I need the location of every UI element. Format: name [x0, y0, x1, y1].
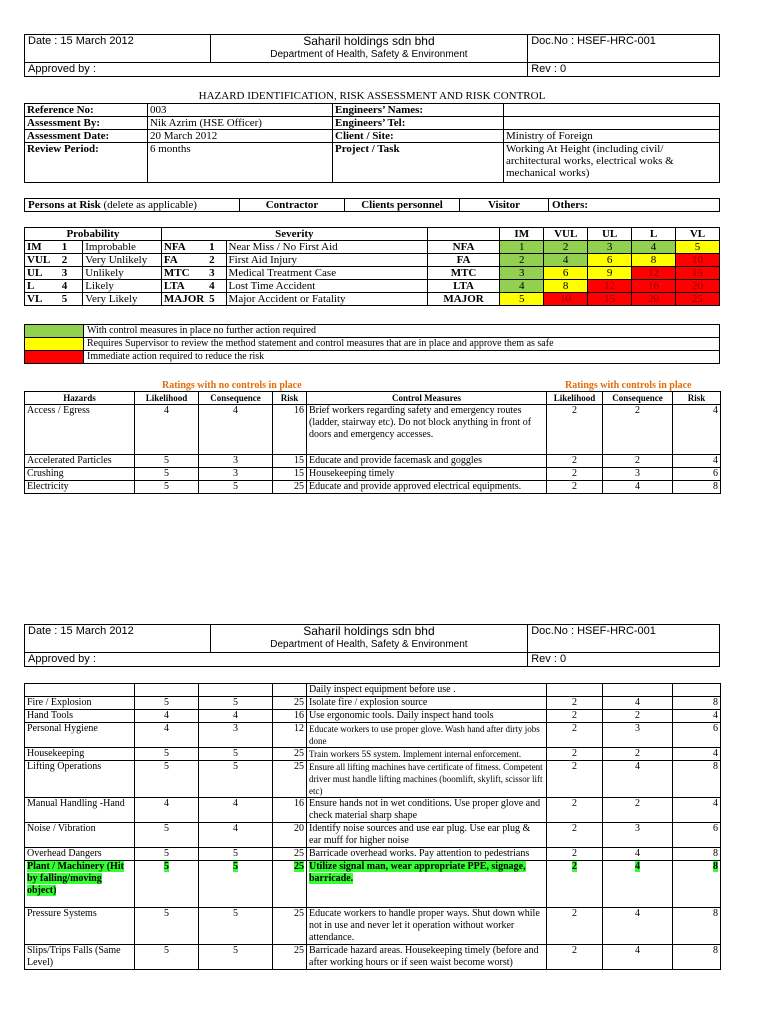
legend-text: Immediate action required to reduce the risk	[84, 351, 720, 364]
prob-label: Likely	[83, 280, 162, 293]
risk-legend-table	[24, 324, 720, 364]
hazard-name: Noise / Vibration	[25, 823, 135, 848]
header-date: Date : 15 March 2012	[25, 625, 211, 653]
header-rev: Rev : 0	[528, 63, 720, 77]
grid-cell: 3	[588, 241, 632, 254]
consequence-before: 5	[199, 748, 273, 761]
hdr-hazards: Hazards	[25, 392, 135, 405]
risk-after: 6	[673, 823, 721, 848]
likelihood-before: 5	[164, 861, 169, 872]
likelihood-before: 4	[135, 405, 199, 455]
table-row	[25, 481, 721, 494]
grid-cell: 6	[544, 267, 588, 280]
table-row	[25, 748, 721, 761]
grid-cell: 5	[675, 241, 719, 254]
ratings-with-controls-label: Ratings with controls in place	[565, 380, 692, 391]
table-row	[25, 405, 721, 455]
legend-text: Requires Supervisor to review the method statement and control measures that are in place and approve them as safe	[84, 338, 720, 351]
risk-before: 16	[273, 710, 307, 723]
likelihood-before: 5	[135, 945, 199, 970]
persons-label: Persons at Risk	[28, 199, 101, 211]
sev-code: FA	[161, 254, 207, 267]
likelihood-before: 5	[135, 848, 199, 861]
consequence-after: 4	[603, 761, 673, 798]
prob-num: 5	[60, 293, 83, 306]
col-ul: UL	[588, 228, 632, 241]
header-rev: Rev : 0	[528, 653, 720, 667]
sev-label: Major Accident or Fatality	[226, 293, 427, 306]
date-value: 20 March 2012	[148, 130, 333, 143]
control-measures: Educate workers to use proper glove. Wash hand after dirty jobs done	[307, 723, 547, 748]
grid-cell: 10	[675, 254, 719, 267]
consequence-before: 3	[199, 455, 273, 468]
hazard-name: Electricity	[25, 481, 135, 494]
table-row	[25, 455, 721, 468]
hazard-name: Pressure Systems	[25, 908, 135, 945]
consequence-after	[603, 684, 673, 697]
header-approved-by: Approved by :	[25, 63, 528, 77]
table-row	[25, 945, 721, 970]
col-vl: VL	[675, 228, 719, 241]
likelihood-before: 4	[135, 710, 199, 723]
control-measures: Utilize signal man, wear appropriate PPE, signage, barricade.	[309, 861, 526, 884]
table-row	[25, 823, 721, 848]
control-measures: Educate and provide approved electrical equipments.	[307, 481, 547, 494]
legend-swatch-red	[25, 351, 84, 364]
risk-after: 4	[673, 405, 721, 455]
col-l: L	[632, 228, 676, 241]
hazard-name	[25, 684, 135, 697]
risk-before-cell	[273, 861, 307, 908]
hdr-control: Control Measures	[307, 392, 547, 405]
company-name: Saharil holdings sdn bhd	[303, 34, 435, 48]
client-value: Ministry of Foreign	[504, 130, 720, 143]
control-measures: Educate and provide facemask and goggles	[307, 455, 547, 468]
risk-before: 12	[273, 723, 307, 748]
consequence-before: 5	[199, 848, 273, 861]
risk-before: 25	[273, 945, 307, 970]
department-name: Department of Health, Safety & Environment	[270, 639, 468, 650]
likelihood-before: 5	[135, 481, 199, 494]
hazard-name: Housekeeping	[25, 748, 135, 761]
ratings-no-controls-label: Ratings with no controls in place	[162, 380, 302, 391]
likelihood-before: 4	[135, 798, 199, 823]
control-measures: Ensure hands not in wet conditions. Use proper glove and check material sharp shape	[307, 798, 547, 823]
hazard-header-row	[25, 392, 721, 405]
grid-cell: 5	[500, 293, 544, 306]
prob-num: 2	[60, 254, 83, 267]
likelihood-after: 2	[547, 723, 603, 748]
grid-cell: 1	[500, 241, 544, 254]
persons-clients: Clients personnel	[345, 199, 460, 212]
prob-label: Improbable	[83, 241, 162, 254]
hdr-consequence: Consequence	[199, 392, 273, 405]
grid-cell: 12	[632, 267, 676, 280]
hazard-name: Fire / Explosion	[25, 697, 135, 710]
risk-before: 25	[273, 761, 307, 798]
risk-after: 8	[673, 848, 721, 861]
eng-names-value	[504, 104, 720, 117]
consequence-after: 2	[603, 798, 673, 823]
hdr-risk: Risk	[673, 392, 721, 405]
likelihood-before: 5	[135, 455, 199, 468]
severity-title: Severity	[161, 228, 427, 241]
control-measures: Ensure all lifting machines have certificate of fitness. Competent driver must handle lifting machines (boomlift, skylift, scissor lift etc)	[307, 761, 547, 798]
sev-num: 1	[207, 241, 226, 254]
control-measures: Daily inspect equipment before use .	[307, 684, 547, 697]
probability-title: Probability	[25, 228, 162, 241]
likelihood-before: 4	[135, 723, 199, 748]
grid-row-label: MAJOR	[427, 293, 500, 306]
consequence-after: 3	[603, 823, 673, 848]
grid-cell: 12	[588, 280, 632, 293]
matrix-corner	[427, 228, 500, 241]
grid-cell: 25	[675, 293, 719, 306]
consequence-after: 4	[603, 848, 673, 861]
grid-cell: 8	[544, 280, 588, 293]
grid-cell: 15	[588, 293, 632, 306]
sev-code: NFA	[161, 241, 207, 254]
table-row	[25, 710, 721, 723]
ref-label: Reference No:	[25, 104, 148, 117]
review-label: Review Period:	[25, 143, 148, 183]
header-company	[210, 625, 528, 653]
persons-cell	[25, 199, 240, 212]
department-name: Department of Health, Safety & Environment	[270, 49, 468, 60]
table-row-highlighted	[25, 861, 721, 908]
risk-after: 6	[673, 723, 721, 748]
grid-cell: 3	[500, 267, 544, 280]
table-row	[25, 468, 721, 481]
likelihood-after: 2	[547, 468, 603, 481]
risk-before	[273, 684, 307, 697]
document-header	[24, 34, 720, 77]
risk-before: 25	[273, 848, 307, 861]
assessment-info-table	[24, 103, 720, 183]
grid-cell: 20	[675, 280, 719, 293]
control-measures: Isolate fire / explosion source	[307, 697, 547, 710]
grid-cell: 8	[632, 254, 676, 267]
prob-num: 4	[60, 280, 83, 293]
prob-code: VL	[25, 293, 60, 306]
persons-contractor: Contractor	[240, 199, 345, 212]
likelihood-before	[135, 684, 199, 697]
likelihood-after: 2	[547, 945, 603, 970]
risk-before: 25	[273, 748, 307, 761]
consequence-before: 5	[199, 908, 273, 945]
eng-tel-label: Engineers’ Tel:	[333, 117, 504, 130]
control-measures: Train workers 5S system. Implement internal enforcement.	[307, 748, 547, 761]
likelihood-after: 2	[547, 710, 603, 723]
grid-cell: 4	[632, 241, 676, 254]
consequence-after: 3	[603, 723, 673, 748]
company-name: Saharil holdings sdn bhd	[303, 624, 435, 638]
risk-before: 16	[273, 798, 307, 823]
persons-note: (delete as applicable)	[100, 199, 197, 211]
consequence-before: 4	[199, 823, 273, 848]
eng-tel-value	[504, 117, 720, 130]
risk-after: 8	[673, 945, 721, 970]
likelihood-before: 5	[135, 823, 199, 848]
col-im: IM	[500, 228, 544, 241]
persons-others: Others:	[549, 199, 720, 212]
consequence-before: 4	[199, 710, 273, 723]
likelihood-after: 2	[547, 823, 603, 848]
document-header-page2	[24, 624, 720, 667]
risk-after: 4	[673, 748, 721, 761]
hazard-name: Lifting Operations	[25, 761, 135, 798]
likelihood-before: 5	[135, 761, 199, 798]
table-row	[25, 761, 721, 798]
consequence-after: 2	[603, 748, 673, 761]
risk-after	[673, 684, 721, 697]
consequence-before	[199, 684, 273, 697]
risk-after: 8	[673, 697, 721, 710]
consequence-after: 3	[603, 468, 673, 481]
hazard-name: Manual Handling -Hand	[25, 798, 135, 823]
persons-at-risk-table	[24, 198, 720, 212]
likelihood-after: 2	[547, 761, 603, 798]
grid-cell: 4	[500, 280, 544, 293]
consequence-before: 5	[199, 761, 273, 798]
consequence-after: 2	[603, 710, 673, 723]
table-row	[25, 908, 721, 945]
likelihood-before: 5	[135, 908, 199, 945]
risk-before: 15	[273, 468, 307, 481]
control-measures: Barricade hazard areas. Housekeeping timely (before and after working hours or if seen waist become worst)	[307, 945, 547, 970]
table-row	[25, 684, 721, 697]
sev-code: MAJOR	[161, 293, 207, 306]
hazard-name: Hand Tools	[25, 710, 135, 723]
review-value: 6 months	[148, 143, 333, 183]
consequence-before: 3	[199, 468, 273, 481]
consequence-after-cell	[603, 861, 673, 908]
risk-after: 6	[673, 468, 721, 481]
risk-after: 4	[673, 798, 721, 823]
legend-swatch-green	[25, 325, 84, 338]
legend-swatch-yellow	[25, 338, 84, 351]
prob-num: 1	[60, 241, 83, 254]
date-label: Assessment Date:	[25, 130, 148, 143]
likelihood-after: 2	[547, 908, 603, 945]
sev-label: Lost Time Accident	[226, 280, 427, 293]
sev-label: Medical Treatment Case	[226, 267, 427, 280]
risk-after: 8	[673, 481, 721, 494]
hazard-table-page1	[24, 391, 721, 494]
risk-before: 25	[294, 861, 304, 872]
hazard-name-cell	[25, 861, 135, 908]
likelihood-after	[547, 684, 603, 697]
project-label: Project / Task	[333, 143, 504, 183]
risk-before: 25	[273, 697, 307, 710]
hazard-name: Personal Hygiene	[25, 723, 135, 748]
sev-num: 4	[207, 280, 226, 293]
risk-after: 4	[673, 455, 721, 468]
grid-cell: 2	[544, 241, 588, 254]
ref-value: 003	[148, 104, 333, 117]
risk-after: 8	[673, 761, 721, 798]
control-measures: Barricade overhead works. Pay attention to pedestrians	[307, 848, 547, 861]
likelihood-after: 2	[547, 798, 603, 823]
sev-label: Near Miss / No First Aid	[226, 241, 427, 254]
hazard-name: Crushing	[25, 468, 135, 481]
prob-num: 3	[60, 267, 83, 280]
project-value: Working At Height (including civil/ architectural works, electrical woks & mechanical works)	[504, 143, 720, 183]
control-measures: Brief workers regarding safety and emergency routes (ladder, stairway etc). Do not block anything in front of doors and emergency accesses.	[307, 405, 547, 455]
risk-matrix-table	[24, 227, 720, 306]
client-label: Client / Site:	[333, 130, 504, 143]
grid-row-label: NFA	[427, 241, 500, 254]
sev-code: LTA	[161, 280, 207, 293]
page-title: HAZARD IDENTIFICATION, RISK ASSESSMENT AND RISK CONTROL	[198, 90, 546, 102]
control-measures-cell	[307, 861, 547, 908]
hazard-table-page2	[24, 683, 721, 970]
consequence-before-cell	[199, 861, 273, 908]
risk-after: 8	[673, 908, 721, 945]
consequence-before: 4	[199, 405, 273, 455]
likelihood-after: 2	[547, 848, 603, 861]
sev-num: 5	[207, 293, 226, 306]
consequence-before: 3	[199, 723, 273, 748]
risk-before: 25	[273, 908, 307, 945]
hazard-name: Slips/Trips Falls (Same Level)	[25, 945, 135, 970]
grid-cell: 6	[588, 254, 632, 267]
likelihood-after: 2	[572, 861, 577, 872]
grid-cell: 2	[500, 254, 544, 267]
likelihood-after: 2	[547, 455, 603, 468]
prob-label: Unlikely	[83, 267, 162, 280]
likelihood-before-cell	[135, 861, 199, 908]
likelihood-after: 2	[547, 481, 603, 494]
consequence-before: 5	[199, 481, 273, 494]
risk-after: 4	[673, 710, 721, 723]
hazard-name: Access / Egress	[25, 405, 135, 455]
risk-before: 25	[273, 481, 307, 494]
likelihood-before: 5	[135, 748, 199, 761]
consequence-after: 4	[603, 945, 673, 970]
eng-names-label: Engineers’ Names:	[333, 104, 504, 117]
grid-cell: 16	[632, 280, 676, 293]
by-label: Assessment By:	[25, 117, 148, 130]
hazard-name: Overhead Dangers	[25, 848, 135, 861]
consequence-after: 2	[603, 405, 673, 455]
table-row	[25, 697, 721, 710]
hazard-name: Accelerated Particles	[25, 455, 135, 468]
legend-text: With control measures in place no further action required	[84, 325, 720, 338]
risk-before: 20	[273, 823, 307, 848]
consequence-after: 4	[603, 481, 673, 494]
hazard-name: Plant / Machinery (Hit by falling/moving object)	[27, 861, 124, 896]
grid-cell: 10	[544, 293, 588, 306]
header-date: Date : 15 March 2012	[25, 35, 211, 63]
prob-code: UL	[25, 267, 60, 280]
persons-visitor: Visitor	[460, 199, 549, 212]
grid-row-label: LTA	[427, 280, 500, 293]
prob-code: VUL	[25, 254, 60, 267]
header-company	[210, 35, 528, 63]
table-row	[25, 848, 721, 861]
likelihood-after: 2	[547, 748, 603, 761]
prob-code: L	[25, 280, 60, 293]
header-approved-by: Approved by :	[25, 653, 528, 667]
risk-before: 15	[273, 455, 307, 468]
hdr-consequence: Consequence	[603, 392, 673, 405]
likelihood-after-cell	[547, 861, 603, 908]
risk-before: 16	[273, 405, 307, 455]
likelihood-before: 5	[135, 468, 199, 481]
sev-num: 3	[207, 267, 226, 280]
control-measures: Identify noise sources and use ear plug. Use ear plug & ear muff for higher noise	[307, 823, 547, 848]
control-measures: Housekeeping timely	[307, 468, 547, 481]
table-row	[25, 798, 721, 823]
consequence-after: 4	[635, 861, 640, 872]
grid-row-label: FA	[427, 254, 500, 267]
control-measures: Educate workers to handle proper ways. Shut down while not in use and never let it operation without worker attendance.	[307, 908, 547, 945]
consequence-after: 4	[603, 697, 673, 710]
likelihood-before: 5	[135, 697, 199, 710]
risk-after-cell	[673, 861, 721, 908]
sev-num: 2	[207, 254, 226, 267]
grid-cell: 9	[588, 267, 632, 280]
table-row	[25, 723, 721, 748]
hdr-risk: Risk	[273, 392, 307, 405]
likelihood-after: 2	[547, 405, 603, 455]
grid-cell: 15	[675, 267, 719, 280]
col-vul: VUL	[544, 228, 588, 241]
risk-after: 8	[713, 861, 718, 872]
consequence-before: 5	[233, 861, 238, 872]
consequence-before: 5	[199, 945, 273, 970]
hdr-likelihood: Likelihood	[547, 392, 603, 405]
prob-label: Very Unlikely	[83, 254, 162, 267]
hdr-likelihood: Likelihood	[135, 392, 199, 405]
prob-code: IM	[25, 241, 60, 254]
grid-row-label: MTC	[427, 267, 500, 280]
grid-cell: 20	[632, 293, 676, 306]
by-value: Nik Azrim (HSE Officer)	[148, 117, 333, 130]
control-measures: Use ergonomic tools. Daily inspect hand tools	[307, 710, 547, 723]
sev-label: First Aid Injury	[226, 254, 427, 267]
consequence-before: 5	[199, 697, 273, 710]
consequence-after: 4	[603, 908, 673, 945]
header-doc-no: Doc.No : HSEF-HRC-001	[528, 35, 720, 63]
grid-cell: 4	[544, 254, 588, 267]
prob-label: Very Likely	[83, 293, 162, 306]
likelihood-after: 2	[547, 697, 603, 710]
sev-code: MTC	[161, 267, 207, 280]
consequence-after: 2	[603, 455, 673, 468]
consequence-before: 4	[199, 798, 273, 823]
header-doc-no: Doc.No : HSEF-HRC-001	[528, 625, 720, 653]
